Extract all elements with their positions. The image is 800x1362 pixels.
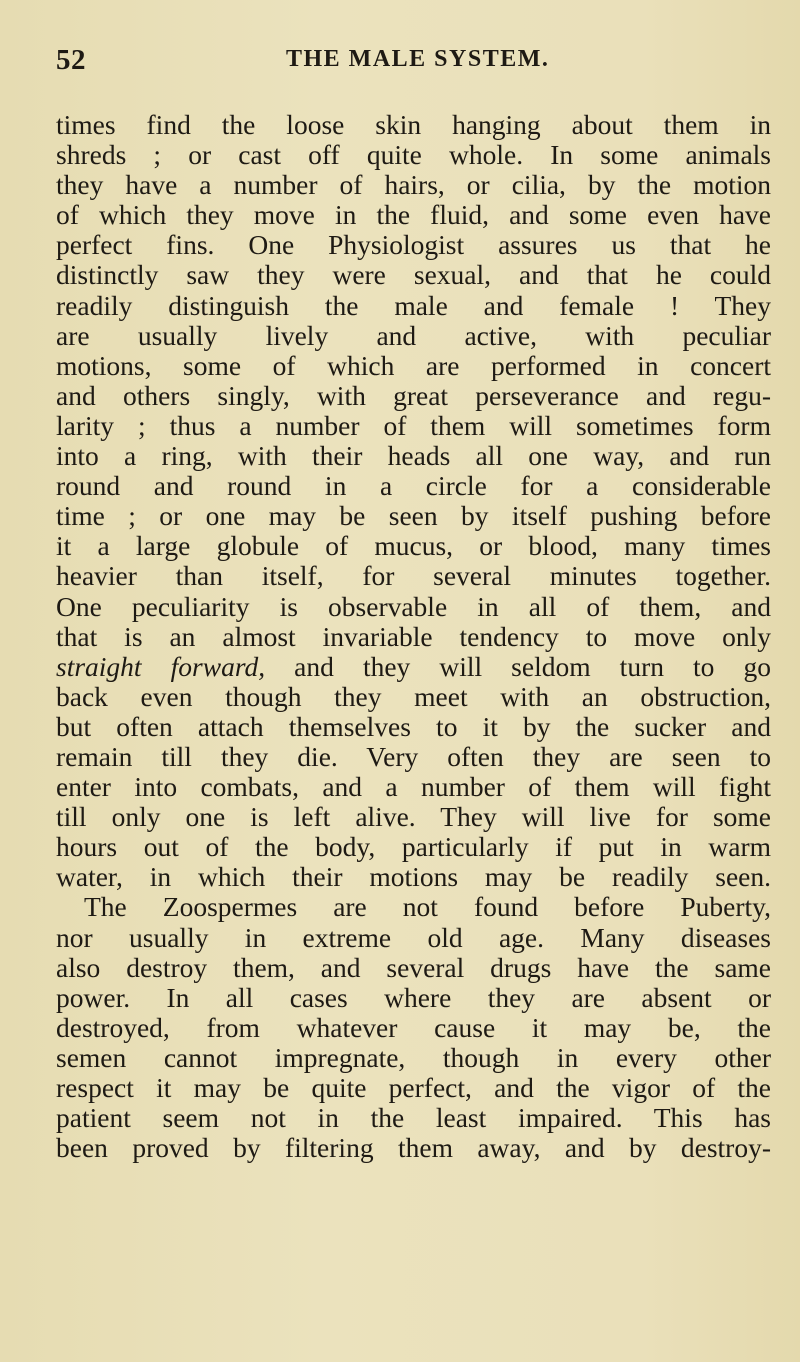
text-line: times find the loose skin hanging about them in [56,109,771,140]
text-line: shreds ; or cast off quite whole. In some animals [56,139,771,171]
text-line: time ; or one may be seen by itself pushing before [56,500,771,532]
text-line: that is an almost invariable tendency to move only [56,620,771,652]
text-line: they have a number of hairs, or cilia, by the motion [56,169,771,201]
page-header [56,44,756,84]
text-line: till only one is left alive. They will live for some [56,801,771,833]
text-line: destroyed, from whatever cause it may be, the [56,1011,771,1043]
page-number: 52 [56,44,86,76]
text-line: it a large globule of mucus, or blood, many times [56,530,771,562]
text-line: are usually lively and active, with peculiar [56,319,771,351]
text-line: of which they move in the fluid, and some even have [56,199,771,231]
text-line: been proved by filtering them away, and by destroy- [56,1132,771,1164]
text-line: hours out of the body, particularly if put in warm [56,831,771,863]
text-line: larity ; thus a number of them will sometimes form [56,409,771,441]
body-text [56,110,771,1163]
text-line: back even though they meet with an obstruction, [56,680,771,712]
text-line: respect it may be quite perfect, and the vigor of the [56,1072,771,1103]
text-line: patient seem not in the least impaired. This has [56,1102,771,1134]
text-line: power. In all cases where they are absent or [56,981,771,1013]
text-line: round and round in a circle for a considerable [56,470,771,502]
text-line: and others singly, with great perseverance and regu- [56,379,771,411]
text-line: distinctly saw they were sexual, and that he could [56,259,771,291]
text-line: semen cannot impregnate, though in every other [56,1041,771,1073]
text-line: motions, some of which are performed in concert [56,349,771,381]
text-line: also destroy them, and several drugs have the same [56,951,771,983]
text-line: enter into combats, and a number of them will fight [56,771,771,803]
text-line: One peculiarity is observable in all of them, and [56,590,771,622]
text-line: readily distinguish the male and female ! They [56,289,771,321]
text-line: heavier than itself, for several minutes together. [56,560,771,592]
running-title: THE MALE SYSTEM. [286,46,550,72]
text-line: perfect fins. One Physiologist assures us that he [56,229,771,261]
text-fragment: and they will seldom turn to go [265,650,771,682]
text-line: nor usually in extreme old age. Many diseases [56,921,771,953]
emphasis: straight forward, [56,650,266,682]
text-line: into a ring, with their heads all one way, and run [56,440,771,472]
text-line: remain till they die. Very often they are seen to [56,740,771,772]
text-line: but often attach themselves to it by the sucker and [56,710,771,742]
text-line-italic [56,652,771,682]
text-line paragraph-start: The Zoospermes are not found before Puberty, [84,891,771,923]
text-line paragraph-end: water, in which their motions may be readily seen. [56,861,771,893]
